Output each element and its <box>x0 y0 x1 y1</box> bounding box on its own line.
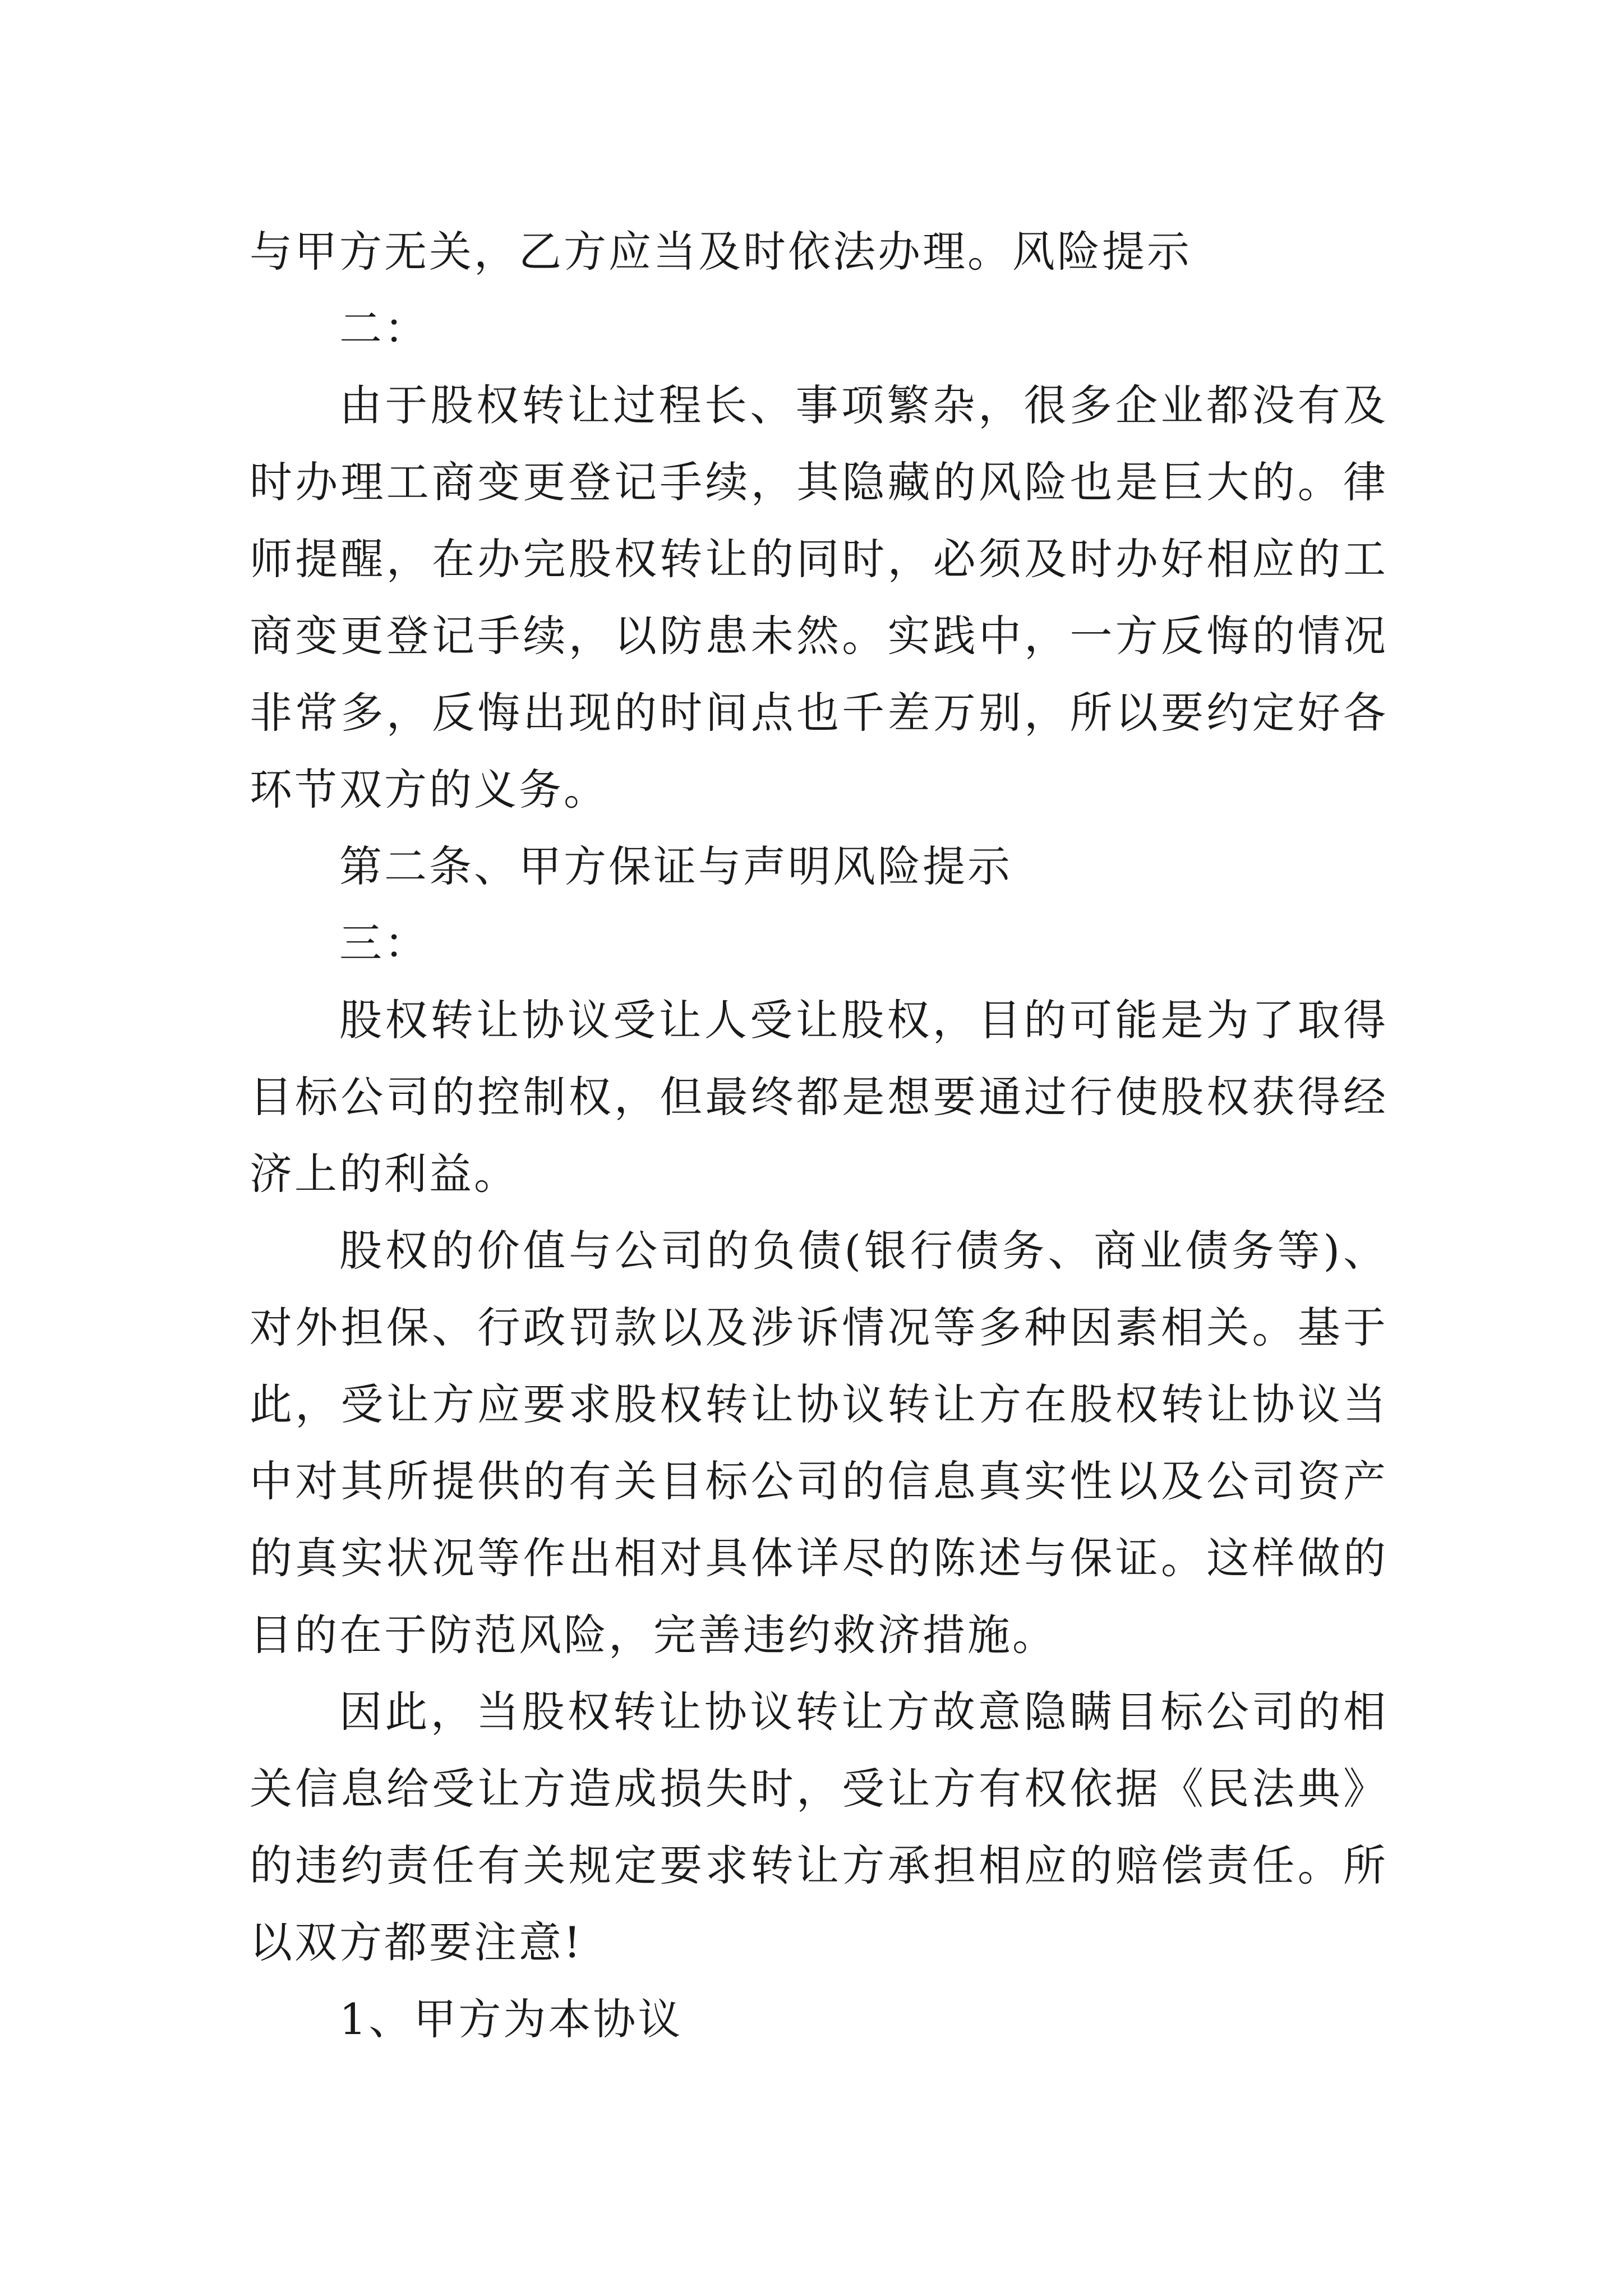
section-number-two: 二： <box>339 303 429 353</box>
paragraph-continuation: 与甲方无关，乙方应当及时依法办理。风险提示 <box>250 227 1192 277</box>
paragraph-registration-risk: 由于股权转让过程长、事项繁杂，很多企业都没有及时办理工商变更登记手续，其隐藏的风险也是巨大的。律师提醒，在办完股权转让的同时，必须及时办好相应的工商变更登记手续，以防患未然。实践中，一方反悔的情况非常多，反悔出现的时间点也千差万别，所以要约定好各环节双方的义务。 <box>250 380 1388 815</box>
list-item-1: 1、甲方为本协议 <box>339 1994 683 2044</box>
paragraph-liability: 因此，当股权转让协议转让方故意隐瞒目标公司的相关信息给受让方造成损失时，受让方有权依据《民法典》的违约责任有关规定要求转让方承担相应的赔偿责任。所以双方都要注意! <box>250 1687 1388 1967</box>
section-number-three: 三： <box>339 918 429 968</box>
paragraph-transferee-purpose: 股权转让协议受让人受让股权，目的可能是为了取得目标公司的控制权，但最终都是想要通过行使股权获得经济上的利益。 <box>250 995 1388 1199</box>
article-two-heading: 第二条、甲方保证与声明风险提示 <box>339 841 1012 891</box>
document-body <box>250 213 1388 2058</box>
paragraph-equity-value: 股权的价值与公司的负债(银行债务、商业债务等)、对外担保、行政罚款以及涉诉情况等多种因素相关。基于此，受让方应要求股权转让协议转让方在股权转让协议当中对其所提供的有关目标公司的信息真实性以及公司资产的真实状况等作出相对具体详尽的陈述与保证。这样做的目的在于防范风险，完善违约救济措施。 <box>250 1226 1388 1660</box>
